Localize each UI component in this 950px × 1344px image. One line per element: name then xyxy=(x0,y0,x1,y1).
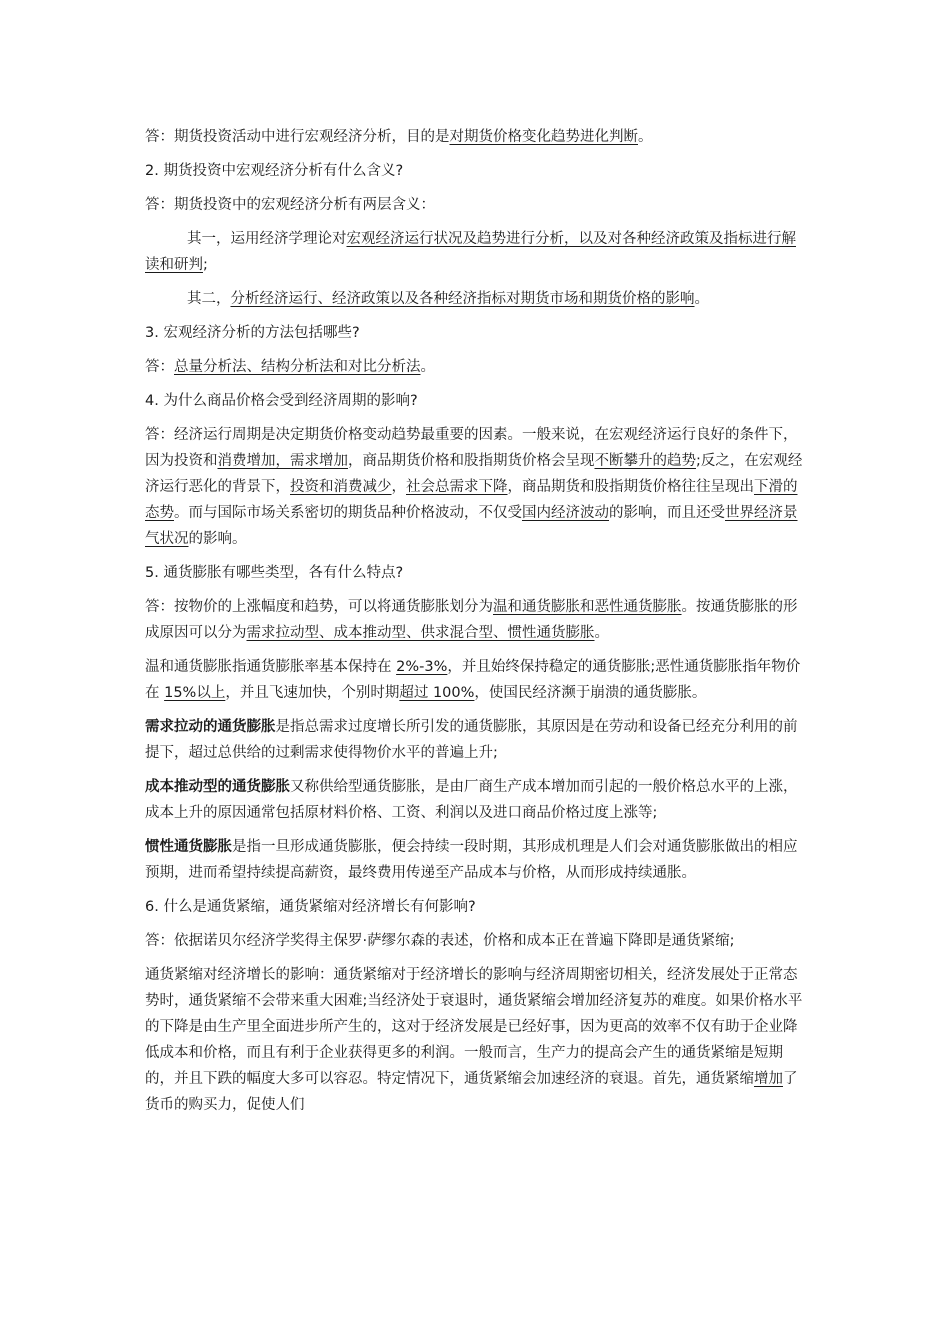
text: ，使国民经济濒于崩溃的通货膨胀。 xyxy=(474,685,707,701)
text: 答： xyxy=(145,359,174,375)
document-page xyxy=(145,124,810,1126)
text: 。 xyxy=(638,129,653,145)
question-2: 2. 期货投资中宏观经济分析有什么含义? xyxy=(145,163,404,179)
text: 通货紧缩对经济增长的影响：通货紧缩对于经济增长的影响与经济周期密切相关，经济发展处于正常态势时，通货紧缩不会带来重大困难;当经济处于衰退时，通货紧缩会增加经济复苏的难度。如果价格水平的下降是由生产里全面进步所产生的，这对于经济发展是已经好事，因为更高的效率不仅有助于企业降低成本和价格，而且有利于企业获得更多的利润。一般而言，生产力的提高会产生的通货紧缩是短期的，并且下跌的幅度大多可以容忍。特定情况下，通货紧缩会加速经济的衰退。首先，通货紧缩 xyxy=(145,967,803,1087)
text: 的影响，而且还受 xyxy=(609,505,725,521)
underlined-text: 分析经济运行、经济政策以及各种经济指标对期货市场和期货价格的影响 xyxy=(230,291,695,307)
answer-2-point-2 xyxy=(145,286,810,312)
underlined-text: 15%以上 xyxy=(164,685,226,701)
underlined-text: 下滑的态势 xyxy=(145,479,798,521)
underlined-text: 温和通货膨胀和恶性通货膨胀 xyxy=(493,599,682,615)
underlined-text: 需求拉动型、成本推动型、供求混合型、惯性通货膨胀 xyxy=(246,625,595,641)
text: ，商品期货和股指期货价格往往呈现出 xyxy=(507,479,754,495)
bold-term: 惯性通货膨胀 xyxy=(145,839,232,855)
text: 其一，运用经济学理论对 xyxy=(187,231,347,247)
text: 是指一旦形成通货膨胀，便会持续一段时期，其形成机理是人们会对通货膨胀做出的相应预期，进而希望持续提高薪资，最终费用传递至产品成本与价格，从而形成持续通胀。 xyxy=(145,839,798,881)
text: 又称供给型通货膨胀，是由厂商生产成本增加而引起的一般价格总水平的上涨，成本上升的原因通常包括原材料价格、工资、利润以及进口商品价格过度上涨等; xyxy=(145,779,798,821)
underlined-text: 社会总需求下降 xyxy=(406,479,508,495)
text: 了货币的购买力，促使人们 xyxy=(145,1071,798,1113)
underlined-text: 不断攀升的趋势 xyxy=(594,453,696,469)
answer-5 xyxy=(145,594,810,646)
underlined-text: 超过 100% xyxy=(399,685,475,701)
underlined-text: 投资和消费减少 xyxy=(290,479,392,495)
answer-6-impact xyxy=(145,962,810,1118)
answer-3 xyxy=(145,354,810,380)
text: 。按通货膨胀的形成原因可以分为 xyxy=(145,599,798,641)
underlined-text: 总量分析法、结构分析法和对比分析法 xyxy=(174,359,421,375)
text: ，商品期货价格和股指期货价格会呈现 xyxy=(348,453,595,469)
answer-6: 答：依据诺贝尔经济学奖得主保罗·萨缪尔森的表述，价格和成本正在普遍下降即是通货紧缩; xyxy=(145,933,735,949)
text: 的影响。 xyxy=(188,531,247,547)
answer-4 xyxy=(145,422,810,552)
answer-2-point-1 xyxy=(145,226,810,278)
underlined-text: 增加 xyxy=(754,1071,783,1087)
text: ，并且始终保持稳定的通货膨胀;恶性通货膨胀指年物价在 xyxy=(145,659,801,701)
underlined-text: 国内经济波动 xyxy=(522,505,609,521)
text: 是指总需求过度增长所引发的通货膨胀，其原因是在劳动和设备已经充分利用的前提下，超过总供给的过剩需求使得物价水平的普遍上升; xyxy=(145,719,798,761)
answer-5-rates xyxy=(145,654,810,706)
text: ，并且飞速加快，个别时期 xyxy=(225,685,400,701)
underlined-text: 对期货价格变化趋势进化判断 xyxy=(449,129,638,145)
underlined-text: 世界经济景气状况 xyxy=(145,505,798,547)
text: 。 xyxy=(694,291,709,307)
text: 。而与国际市场关系密切的期货品种价格波动，不仅受 xyxy=(174,505,522,521)
text: 答：期货投资活动中进行宏观经济分析，目的是 xyxy=(145,129,450,145)
text: 答：经济运行周期是决定期货价格变动趋势最重要的因素。一般来说，在宏观经济运行良好的条件下，因为投资和 xyxy=(145,427,798,469)
question-4: 4. 为什么商品价格会受到经济周期的影响? xyxy=(145,393,418,409)
text: ;反之，在宏观经济运行恶化的背景下， xyxy=(145,453,803,495)
question-5: 5. 通货膨胀有哪些类型，各有什么特点? xyxy=(145,565,404,581)
underlined-text: 宏观经济运行状况及趋势进行分析，以及对各种经济政策及指标进行解读和研判 xyxy=(145,231,796,273)
text: 。 xyxy=(594,625,609,641)
answer-2: 答：期货投资中的宏观经济分析有两层含义： xyxy=(145,197,435,213)
text: ， xyxy=(391,479,406,495)
text: 。 xyxy=(420,359,435,375)
bold-term: 成本推动型的通货膨胀 xyxy=(145,779,290,795)
answer-5-cost-push xyxy=(145,774,810,826)
underlined-text: 2%-3% xyxy=(396,659,448,675)
answer-1 xyxy=(145,124,810,150)
underlined-text: 消费增加，需求增加 xyxy=(217,453,348,469)
text: 其二， xyxy=(187,291,231,307)
question-6: 6. 什么是通货紧缩，通货紧缩对经济增长有何影响? xyxy=(145,899,476,915)
bold-term: 需求拉动的通货膨胀 xyxy=(145,719,276,735)
answer-5-inertial xyxy=(145,834,810,886)
text: 答：按物价的上涨幅度和趋势，可以将通货膨胀划分为 xyxy=(145,599,493,615)
question-3: 3. 宏观经济分析的方法包括哪些? xyxy=(145,325,360,341)
text: 温和通货膨胀指通货膨胀率基本保持在 xyxy=(145,659,397,675)
text: ; xyxy=(203,257,208,273)
answer-5-demand-pull xyxy=(145,714,810,766)
